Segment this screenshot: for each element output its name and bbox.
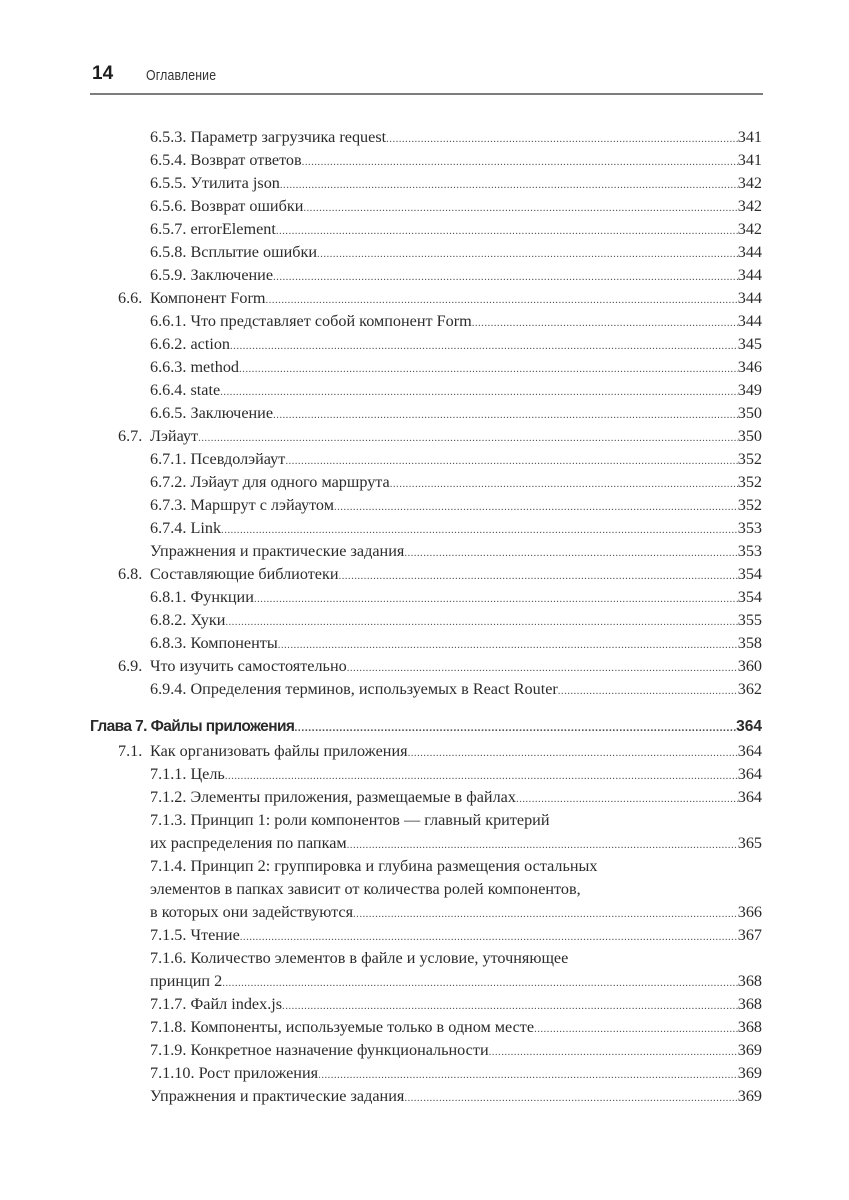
toc-entry-page: 342	[737, 174, 762, 192]
toc-entry-label: 6.8.1. Функции	[150, 588, 254, 606]
toc-entry[interactable]	[0, 333, 849, 356]
toc-entry[interactable]	[0, 632, 849, 655]
toc-entry-label: 7.1.7. Файл index.js	[150, 995, 283, 1013]
toc-entry-page: 344	[737, 266, 762, 284]
toc-entry-page: 364	[736, 718, 762, 735]
dot-leader	[318, 1062, 738, 1087]
toc-entry-page: 344	[737, 243, 762, 261]
toc-entry-label: 7.1.4. Принцип 2: группировка и глубина размещения остальных	[150, 857, 598, 875]
dot-leader	[222, 970, 738, 995]
dot-leader	[276, 218, 738, 243]
toc-entry-page: 369	[737, 1064, 762, 1082]
toc-entry-page: 368	[737, 995, 762, 1013]
dot-leader	[221, 517, 738, 542]
toc-entry-label: 7.1.5. Чтение	[150, 926, 240, 944]
toc-entry-page: 369	[737, 1087, 762, 1105]
toc-entry[interactable]	[0, 1039, 849, 1062]
toc-entry[interactable]	[0, 448, 849, 471]
dot-leader	[285, 448, 737, 473]
dot-leader	[347, 832, 738, 857]
toc-entry-label: 6.7.4. Link	[150, 519, 222, 537]
dot-leader	[386, 126, 738, 151]
page-header	[92, 63, 763, 93]
dot-leader	[334, 494, 738, 519]
toc-entry[interactable]	[0, 287, 849, 310]
toc-entry-page: 368	[737, 972, 762, 990]
toc-entry[interactable]	[0, 172, 849, 195]
toc-entry-label: Как организовать файлы приложения	[150, 742, 408, 760]
header-rule	[90, 93, 763, 95]
toc-entry-label: Упражнения и практические задания	[150, 1087, 405, 1105]
dot-leader	[220, 379, 738, 404]
toc-entry-label: 7.1.2. Элементы приложения, размещаемые в файлах	[150, 788, 516, 806]
toc-entry[interactable]	[0, 655, 849, 678]
toc-entry[interactable]	[0, 1016, 849, 1039]
toc-entry-page: 352	[737, 450, 762, 468]
toc-entry-label: 6.6.2. action	[150, 335, 231, 353]
toc-entry-page: 362	[737, 680, 762, 698]
toc-entry[interactable]	[0, 517, 849, 540]
toc-entry-page: 355	[737, 611, 762, 629]
dot-leader	[273, 264, 738, 289]
page-number: 14	[92, 63, 114, 84]
toc-entry-page: 349	[737, 381, 762, 399]
toc-entry[interactable]	[0, 924, 849, 947]
toc-entry-page: 358	[737, 634, 762, 652]
toc-entry-page: 344	[737, 312, 762, 330]
toc-entry[interactable]	[0, 310, 849, 333]
dot-leader	[302, 149, 738, 174]
dot-leader	[558, 678, 738, 703]
dot-leader	[282, 993, 738, 1018]
dot-leader	[278, 632, 738, 657]
toc-entry-label: 6.6.1. Что представляет собой компонент Form	[150, 312, 472, 330]
dot-leader	[240, 924, 738, 949]
toc-entry[interactable]	[0, 218, 849, 241]
dot-leader	[390, 471, 738, 496]
toc-entry-label: 7.1.10. Рост приложения	[150, 1064, 319, 1082]
toc-entry-page: 369	[737, 1041, 762, 1059]
toc-entry[interactable]	[0, 609, 849, 632]
toc-entry-label: Составляющие библиотеки	[150, 565, 339, 583]
toc-entry[interactable]	[0, 379, 849, 402]
dot-leader	[303, 195, 737, 220]
toc-entry-label: 6.5.3. Параметр загрузчика request	[150, 128, 387, 146]
toc-entry-page: 353	[737, 519, 762, 537]
toc-entry-page: 342	[737, 197, 762, 215]
toc-entry-page: 346	[737, 358, 762, 376]
toc-entry-label: 7.1.9. Конкретное назначение функциональности	[150, 1041, 489, 1059]
toc-entry[interactable]	[0, 809, 849, 832]
dot-leader	[404, 540, 737, 565]
toc-entry-label: 6.7.3. Маршрут с лэйаутом	[150, 496, 334, 514]
toc-entry[interactable]	[0, 678, 849, 701]
toc-entry[interactable]	[0, 586, 849, 609]
toc-entry[interactable]	[0, 195, 849, 218]
toc-entry[interactable]	[0, 540, 849, 563]
toc-entry-label: 6.6.4. state	[150, 381, 221, 399]
toc-entry-page: 352	[737, 496, 762, 514]
toc-entry-label: 6.9.4. Определения терминов, используемых в React Router	[150, 680, 558, 698]
toc-entry[interactable]	[0, 970, 849, 993]
toc-entry-page: 342	[737, 220, 762, 238]
toc-entry-label: 7.1.1. Цель	[150, 765, 225, 783]
toc-entry[interactable]	[0, 901, 849, 924]
dot-leader	[198, 425, 738, 450]
toc-entry-label: их распределения по папкам	[150, 834, 347, 852]
toc-entry-number: 6.7.	[118, 427, 143, 445]
toc-entry-label: 7.1.3. Принцип 1: роли компонентов — главный критерий	[150, 811, 550, 829]
toc-entry-label: Лэйаут	[150, 427, 199, 445]
toc-entry[interactable]	[0, 126, 849, 149]
toc-entry-page: 365	[737, 834, 762, 852]
toc-entry-label: 6.7.2. Лэйаут для одного маршрута	[150, 473, 390, 491]
toc-entry-label: элементов в папках зависит от количества ролей компонентов,	[150, 880, 581, 898]
dot-leader	[404, 1085, 737, 1110]
toc-entry-label: 6.5.9. Заключение	[150, 266, 274, 284]
toc-entry-page: 345	[737, 335, 762, 353]
toc-entry-label: 6.5.7. errorElement	[150, 220, 276, 238]
running-title: Оглавление	[146, 67, 217, 84]
toc-entry-label: 6.5.6. Возврат ошибки	[150, 197, 304, 215]
dot-leader	[353, 901, 738, 926]
toc-chapter-entry[interactable]	[0, 715, 849, 738]
toc-entry-page: 360	[737, 657, 762, 675]
toc-entry-label: 6.8.3. Компоненты	[150, 634, 278, 652]
dot-leader	[534, 1016, 738, 1041]
toc-entry-page: 353	[737, 542, 762, 560]
toc-entry-page: 364	[737, 742, 762, 760]
toc-entry-page: 350	[737, 427, 762, 445]
toc-entry[interactable]	[0, 149, 849, 172]
toc-entry-label: 6.5.4. Возврат ответов	[150, 151, 302, 169]
dot-leader	[472, 310, 738, 335]
toc-entry-page: 341	[737, 151, 762, 169]
toc-entry[interactable]	[0, 786, 849, 809]
toc-entry[interactable]	[0, 993, 849, 1016]
dot-leader	[338, 563, 737, 588]
toc-entry[interactable]	[0, 402, 849, 425]
toc-entry-label: 7.1.8. Компоненты, используемые только в одном месте	[150, 1018, 535, 1036]
toc-entry-label: 6.7.1. Псевдолэйаут	[150, 450, 286, 468]
toc-entry[interactable]	[0, 563, 849, 586]
toc-entry-page: 368	[737, 1018, 762, 1036]
dot-leader	[230, 333, 738, 358]
toc-entry[interactable]	[0, 878, 849, 901]
toc-entry[interactable]	[0, 425, 849, 448]
toc-entry[interactable]	[0, 855, 849, 878]
dot-leader	[280, 172, 738, 197]
toc-entry-label: 6.6.5. Заключение	[150, 404, 274, 422]
toc-entry-label: в которых они задействуются	[150, 903, 354, 921]
dot-leader	[225, 609, 737, 634]
toc-entry[interactable]	[0, 763, 849, 786]
toc-entry[interactable]	[0, 947, 849, 970]
toc-entry-page: 364	[737, 765, 762, 783]
dot-leader	[239, 356, 738, 381]
toc-entry-page: 367	[737, 926, 762, 944]
dot-leader	[317, 241, 738, 266]
toc-entry-page: 344	[737, 289, 762, 307]
toc-entry[interactable]	[0, 832, 849, 855]
toc-entry-label: Компонент Form	[150, 289, 266, 307]
dot-leader	[225, 763, 738, 788]
toc-entry[interactable]	[0, 264, 849, 287]
toc-entry-label: 6.5.5. Утилита json	[150, 174, 280, 192]
toc-entry-label: Упражнения и практические задания	[150, 542, 405, 560]
toc-entry-label: 7.1.6. Количество элементов в файле и условие, уточняющее	[150, 949, 569, 967]
toc-entry-page: 350	[737, 404, 762, 422]
toc-entry-label: 6.6.3. method	[150, 358, 240, 376]
toc-entry-number: 6.8.	[118, 565, 143, 583]
toc-entry-page: 354	[737, 588, 762, 606]
dot-leader	[347, 655, 738, 680]
toc-entry-label: 6.8.2. Хуки	[150, 611, 226, 629]
toc-entry-number: 6.9.	[118, 657, 143, 675]
toc-entry[interactable]	[0, 740, 849, 763]
toc-entry[interactable]	[0, 1062, 849, 1085]
toc-entry-number: 7.1.	[118, 742, 143, 760]
toc-entry-label: Глава 7. Файлы приложения	[90, 718, 295, 735]
toc-entry-page: 352	[737, 473, 762, 491]
dot-leader	[254, 586, 738, 611]
toc-entry[interactable]	[0, 471, 849, 494]
dot-leader	[266, 287, 738, 312]
toc-entry-page: 341	[737, 128, 762, 146]
toc-entry[interactable]	[0, 1085, 849, 1108]
dot-leader	[294, 715, 736, 740]
toc-entry-label: Что изучить самостоятельно	[150, 657, 347, 675]
dot-leader	[489, 1039, 738, 1064]
toc-entry[interactable]	[0, 241, 849, 264]
toc-entry-label: принцип 2	[150, 972, 223, 990]
toc-entry-number: 6.6.	[118, 289, 143, 307]
toc-entry[interactable]	[0, 494, 849, 517]
dot-leader	[408, 740, 738, 765]
toc-entry-label: 6.5.8. Всплытие ошибки	[150, 243, 318, 261]
dot-leader	[273, 402, 738, 427]
toc-entry-page: 364	[737, 788, 762, 806]
toc-entry-page: 366	[737, 903, 762, 921]
toc-entry[interactable]	[0, 356, 849, 379]
toc-entry-page: 354	[737, 565, 762, 583]
dot-leader	[516, 786, 738, 811]
